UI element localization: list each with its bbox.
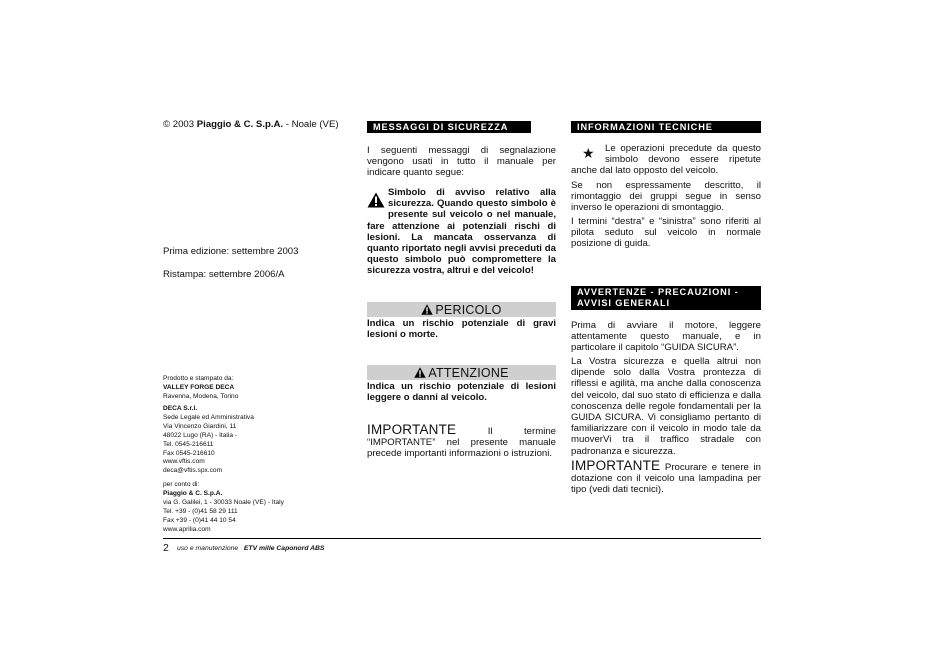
- footer-model: ETV mille Caponord ABS: [243, 545, 325, 552]
- client-name: Piaggio & C. S.p.A.: [163, 489, 223, 497]
- warning-triangle-icon: [421, 304, 433, 315]
- important-word: IMPORTANTE: [367, 422, 457, 437]
- footer-manual-label: uso e manutenzione: [177, 545, 239, 552]
- deca-block: [163, 405, 343, 476]
- important-word: IMPORTANTE: [571, 458, 661, 473]
- warnings-paragraph: La Vostra sicurezza e quella altrui non dipende solo dalla Vostra prontezza di riflessi e agilità, ma anche dalla conoscenza del veicolo, dal suo stato di efficienza e dalla conoscenza delle regole fondamentali per la GUIDA SICURA. Vi consigliamo pertanto di familiarizzare con il veicolo in modo tale da muoverVi tra il traffico stradale con padronanza e sicurezza.: [571, 356, 761, 457]
- deca-line: Tel. 0545-216611: [163, 440, 214, 448]
- safety-symbol-text: Simbolo di avviso relativo alla sicurezza. Quando questo simbolo è presente sul veicolo o nel manuale, fare attenzione ai potenziali rischi di lesioni. La mancata osservanza di quanto riportato negli avvisi preceduti da questo simbolo può compromettere la sicurezza vostra, altrui e del veicolo!: [367, 187, 556, 277]
- client-intro: per conto di:: [163, 481, 200, 488]
- safety-important: [367, 424, 556, 460]
- warnings-header: [571, 286, 761, 310]
- copyright-line: [163, 119, 339, 130]
- caution-label: ATTENZIONE: [428, 365, 509, 380]
- tech-star-text: Le operazioni precedute da questo simbolo devono essere ripetute anche dal lato opposto del veicolo.: [571, 143, 761, 177]
- warning-triangle-icon: [414, 367, 426, 378]
- safety-symbol-block: [367, 187, 556, 277]
- deca-line: Via Vincenzo Giardini, 11: [163, 422, 237, 430]
- warnings-header-line: AVVERTENZE - PRECAUZIONI -: [577, 287, 739, 297]
- client-line: via G. Galilei, 1 - 30033 Noale (VE) - Italy: [163, 498, 284, 506]
- tech-star-block: [571, 143, 761, 177]
- copyright-suffix: - Noale (VE): [283, 119, 339, 130]
- warnings-paragraph: Prima di avviare il motore, leggere attentamente questo manuale, e in particolare il capitolo “GUIDA SICURA”.: [571, 320, 761, 354]
- copyright-company: Piaggio & C. S.p.A.: [196, 119, 284, 130]
- deca-line: www.vftis.com: [163, 458, 205, 466]
- caution-bar: [367, 365, 556, 380]
- printer-city: Ravenna, Modena, Torino: [163, 392, 239, 400]
- client-block: [163, 481, 353, 534]
- footer-rule: [163, 538, 761, 539]
- deca-line: deca@vftis.spx.com: [163, 467, 223, 475]
- warnings-header-line: AVVISI GENERALI: [577, 298, 670, 308]
- reprint-edition: Ristampa: settembre 2006/A: [163, 269, 285, 280]
- safety-intro: I seguenti messaggi di segnalazione vengono usati in tutto il manuale per indicare quanto segue:: [367, 145, 556, 179]
- footer-manual: [177, 545, 324, 552]
- danger-label: PERICOLO: [435, 302, 502, 317]
- danger-bar: [367, 302, 556, 317]
- danger-text: Indica un rischio potenziale di gravi lesioni o morte.: [367, 318, 556, 341]
- copyright-prefix: © 2003: [163, 119, 197, 130]
- tech-header: INFORMAZIONI TECNICHE: [571, 121, 761, 133]
- warnings-important: [571, 460, 761, 496]
- tech-paragraph: Se non espressamente descritto, il rimontaggio dei gruppi segue in senso inverso le operazioni di smontaggio.: [571, 180, 761, 214]
- client-line: www.aprilia.com: [163, 525, 211, 533]
- printer-name: VALLEY FORGE DECA: [163, 383, 235, 391]
- first-edition: Prima edizione: settembre 2003: [163, 246, 299, 257]
- client-line: Fax +39 - (0)41 44 10 54: [163, 516, 236, 524]
- printer-intro: Prodotto e stampato da:: [163, 375, 234, 382]
- deca-line: Fax 0545-216610: [163, 449, 215, 457]
- client-line: Tel. +39 - (0)41 58 29 111: [163, 507, 238, 515]
- important-text: Procurare e tenere in dotazione con il veicolo una lampadina per tipo (vedi dati tecnici).: [571, 462, 761, 496]
- deca-name: DECA S.r.l.: [163, 405, 198, 412]
- tech-paragraph: I termini “destra” e “sinistra” sono riferiti al pilota seduto sul veicolo in normale posizione di guida.: [571, 216, 761, 250]
- caution-text: Indica un rischio potenziale di lesioni leggere o danni al veicolo.: [367, 381, 556, 404]
- warning-triangle-icon: [367, 192, 386, 214]
- star-icon: ★: [582, 145, 595, 161]
- deca-line: 48022 Lugo (RA) - Italia -: [163, 431, 238, 439]
- page-number: 2: [163, 542, 169, 554]
- important-text: Il termine “IMPORTANTE” nel presente manuale precede importanti informazioni o istruzioni.: [367, 426, 556, 460]
- deca-line: Sede Legale ed Amministrativa: [163, 413, 254, 421]
- printer-block: [163, 375, 343, 402]
- safety-header: MESSAGGI DI SICUREZZA: [367, 121, 531, 133]
